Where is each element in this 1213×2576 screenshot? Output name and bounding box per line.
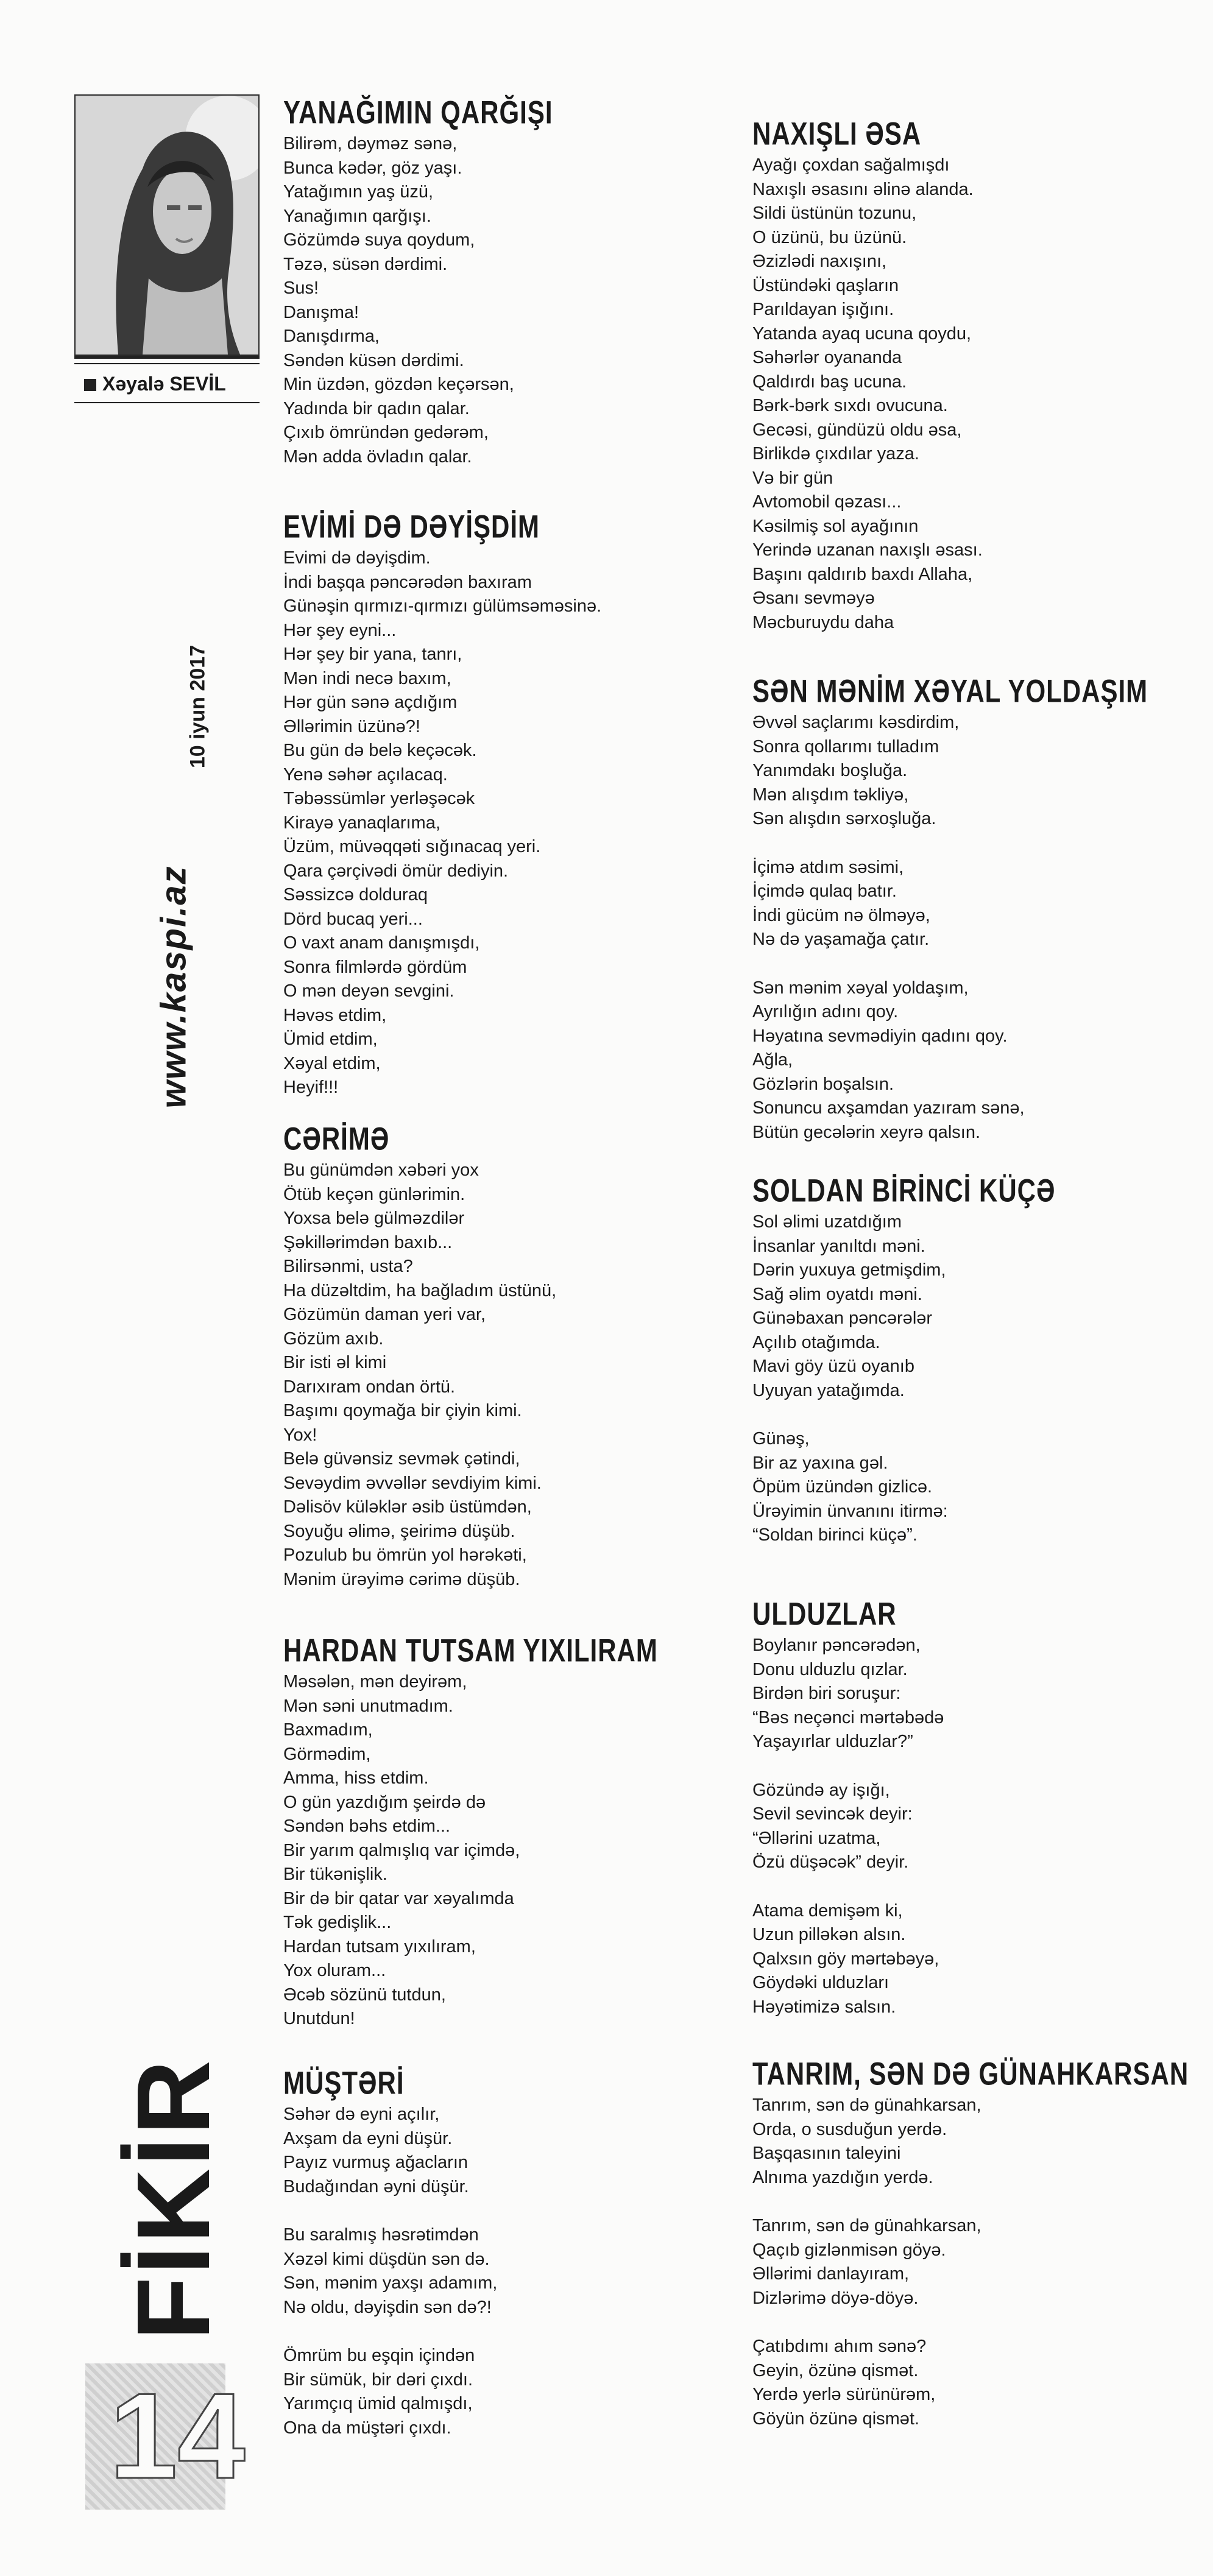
poem-line: Bu saralmış həsrətimdən [283, 2225, 479, 2245]
poem-line: Geyin, özünə qismət. [752, 2360, 919, 2380]
poem-line: Səndən bəhs etdim... [283, 1816, 451, 1836]
poem-stanza [283, 1670, 661, 2031]
poem-line: Açılıb otağımda. [752, 1332, 880, 1352]
poem-stanza [752, 856, 1179, 952]
poem-line: Mən adda övladın qalar. [283, 446, 472, 467]
poem-line: Ömrüm bu eşqin içindən [283, 2346, 475, 2365]
poem-line: Səssizcə dolduraq [283, 885, 428, 905]
poem-line: Boylanır pəncərədən, [752, 1636, 921, 1655]
poem-line: Birlikdə çıxdılar yaza. [752, 444, 919, 464]
poem-line: Bütün gecələrin xeyrə qalsın. [752, 1122, 980, 1142]
poem-line: Mən səni unutmadım. [283, 1696, 453, 1716]
poem-line: Səhər də eyni açılır, [283, 2105, 440, 2124]
poem-stanza [752, 1427, 1179, 1548]
poem-line: Qaldırdı baş ucuna. [752, 372, 907, 392]
website-link[interactable]: www.kaspi.az [154, 865, 194, 1109]
poem-stanza [283, 2103, 661, 2199]
author-name [84, 373, 226, 395]
website[interactable] [146, 847, 201, 1127]
poem-line: Gözlərin boşalsın. [752, 1074, 894, 1094]
poem-line: Sonuncu axşamdan yazıram sənə, [752, 1098, 1025, 1118]
bullet-square-icon [84, 379, 96, 391]
poem [752, 1596, 1179, 2044]
poem-line: Kirayə yanaqlarıma, [283, 813, 440, 833]
poem-stanza [283, 2344, 661, 2440]
poem-line: Unutdun! [283, 2009, 355, 2028]
poem-line: İçimə atdım səsimi, [752, 857, 904, 877]
poem-title: SOLDAN BİRİNCİ KÜÇƏ [752, 1173, 1056, 1209]
poem-line: Həyətimizə salsın. [752, 1997, 896, 2017]
poem-line: İnsanlar yanıltdı məni. [752, 1236, 925, 1256]
poem-line: Axşam da eyni düşür. [283, 2128, 453, 2148]
poem-line: Əcəb sözünü tutdun, [283, 1985, 446, 2005]
poem-line: Ümid etdim, [283, 1029, 378, 1049]
poem-line: Dizlərimə döyə-döyə. [752, 2288, 919, 2308]
poem-line: Üstündəki qaşların [752, 275, 899, 295]
poem-line: “Bəs neçənci mərtəbədə [752, 1707, 944, 1727]
poem-line: Əzizlədi naxışını, [752, 252, 887, 271]
poem-line: Sağ əlim oyatdı məni. [752, 1284, 922, 1304]
poem-stanza [752, 976, 1179, 1145]
poem-title: CƏRİMƏ [283, 1121, 390, 1157]
page-number: 14 [110, 2368, 246, 2504]
poem-line: “Soldan birinci küçə”. [752, 1525, 918, 1545]
poem-line: Belə güvənsiz sevmək çətindi, [283, 1449, 520, 1469]
poem-line: İçimdə qulaq batır. [752, 881, 897, 901]
poem-line: Yadında bir qadın qalar. [283, 398, 470, 418]
poem-line: Çıxıb ömründən gedərəm, [283, 423, 489, 442]
poem-title: EVİMİ DƏ DƏYİŞDİM [283, 509, 540, 545]
poem [752, 1173, 1179, 1572]
poem-line: Bərk-bərk sıxdı ovucuna. [752, 396, 948, 415]
poem-line: Avtomobil qəzası... [752, 492, 902, 512]
poem-line: Hardan tutsam yıxılıram, [283, 1936, 476, 1957]
poem-line: Qaçıb gizlənmisən göyə. [752, 2240, 946, 2260]
poem-line: Donu ulduzlu qızlar. [752, 1659, 908, 1679]
poem-line: Gözüm axıb. [283, 1329, 384, 1349]
poem-line: Qalxsın göy mərtəbəyə, [752, 1949, 939, 1969]
poem-line: Təzə, süsən dərdimi. [283, 254, 448, 274]
poem-line: Sus! [283, 278, 319, 298]
poem-line: Qara çərçivədi ömür dediyin. [283, 861, 509, 881]
poem-line: O vaxt anam danışmışdı, [283, 933, 480, 953]
poem-line: Nə də yaşamağa çatır. [752, 930, 930, 949]
poem-title: HARDAN TUTSAM YIXILIRAM [283, 1632, 658, 1668]
poem-line: “Əllərini uzatma, [752, 1828, 881, 1848]
poem-line: Bunca kədər, göz yaşı. [283, 158, 462, 178]
poem-line: Əvvəl saçlarımı kəsdirdim, [752, 713, 960, 732]
poem-line: Yarımçıq ümid qalmışdı, [283, 2394, 473, 2413]
poem-line: Ağla, [752, 1050, 793, 1070]
author-name-text: Xəyalə SEVİL [102, 373, 226, 395]
poem [283, 509, 661, 1124]
poem-line: Hər gün sənə açdığım [283, 693, 458, 712]
poem-line: Mən alışdım təkliyə, [752, 785, 909, 805]
poem-line: Ayağı çoxdan sağalmışdı [752, 155, 950, 175]
poem-line: Sonra filmlərdə gördüm [283, 957, 467, 977]
poem-line: Bir tükənişlik. [283, 1865, 387, 1884]
poem-stanza [752, 1899, 1179, 2020]
poem-line: Soyuğu əlimə, şeirimə düşüb. [283, 1521, 515, 1541]
poem-line: Yanımdakı boşluğa. [752, 761, 908, 780]
poem-line: Darıxıram ondan örtü. [283, 1377, 456, 1397]
author-rule-bottom [74, 402, 260, 403]
poem-line: Dəlisöv küləklər əsib üstümdən, [283, 1497, 532, 1517]
poem-line: Başımı qoymağa bir çiyin kimi. [283, 1401, 522, 1420]
poem-stanza [283, 546, 661, 1100]
poem-line: Səhərlər oyananda [752, 348, 902, 367]
poem-title: ULDUZLAR [752, 1596, 897, 1632]
poem-line: Min üzdən, gözdən keçərsən, [283, 375, 514, 394]
poem-line: Sonra qollarımı tulladım [752, 736, 939, 757]
poem-stanza [752, 1210, 1179, 1403]
poem-line: Dörd bucaq yeri... [283, 909, 423, 929]
poem-line: Pozulub bu ömrün yol hərəkəti, [283, 1545, 527, 1565]
poem-line: Üzüm, müvəqqəti sığınacaq yeri. [283, 837, 541, 856]
poem-line: Ona da müştəri çıxdı. [283, 2418, 451, 2438]
poem-stanza [283, 2223, 661, 2320]
poem-line: Danışma! [283, 302, 359, 322]
poem-line: Dərin yuxuya getmişdim, [752, 1260, 946, 1280]
poem-line: Yenə səhər açılacaq. [283, 764, 448, 785]
poem-line: Sən, mənim yaxşı adamım, [283, 2273, 498, 2293]
poem-line: Bu günümdən xəbəri yox [283, 1160, 479, 1180]
poem-line: Yatağımın yaş üzü, [283, 182, 434, 202]
poem [752, 2056, 1189, 2455]
issue-date [180, 621, 216, 792]
poem-line: Məcburuydu daha [752, 612, 894, 632]
poem-title: SƏN MƏNİM XƏYAL YOLDAŞIM [752, 673, 1148, 709]
poem-line: Günəbaxan pəncərələr [752, 1308, 933, 1328]
poem-line: Yatanda ayaq ucuna qoydu, [752, 323, 972, 344]
poem-stanza [283, 132, 661, 469]
poem-line: Təbəssümlər yerləşəcək [283, 789, 475, 808]
poem [752, 673, 1179, 1169]
poem [752, 116, 1179, 659]
poem-line: Mavi göy üzü oyanıb [752, 1357, 914, 1376]
poem-line: Xəyal etdim, [283, 1053, 381, 1073]
poem-stanza [752, 154, 1179, 635]
section-label [116, 2010, 232, 2388]
poem-line: Bir isti əl kimi [283, 1353, 387, 1372]
poem-line: Sən mənim xəyal yoldaşım, [752, 978, 969, 998]
poem-line: Ayrılığın adını qoy. [752, 1002, 899, 1022]
poem-line: Nə oldu, dəyişdin sən də?! [283, 2297, 492, 2317]
poem-line: Gözündə ay işığı, [752, 1780, 890, 1800]
poem-line: Bir sümük, bir dəri çıxdı. [283, 2370, 473, 2390]
poem [283, 2065, 661, 2465]
poem-line: Xəzəl kimi düşdün sən də. [283, 2249, 490, 2269]
poem-line: Bir az yaxına gəl. [752, 1453, 888, 1473]
poem-stanza [752, 1779, 1179, 1875]
poem [283, 1632, 661, 2056]
poem-line: Sol əlimi uzatdığım [752, 1212, 902, 1232]
poem-line: Budağından əyni düşür. [283, 2176, 469, 2197]
poem-line: Çatıbdımı ahım sənə? [752, 2337, 927, 2356]
poem [283, 94, 661, 493]
poem-stanza [752, 2214, 1179, 2310]
author-rule-top [74, 356, 260, 359]
poem-line: Görmədim, [283, 1744, 371, 1764]
poem-line: Günəş, [752, 1429, 810, 1449]
poem-line: Amma, hiss etdim. [283, 1768, 429, 1788]
poem-line: Bir yarım qalmışlıq var içimdə, [283, 1840, 520, 1860]
poem-line: Ürəyimin ünvanını itirmə: [752, 1501, 948, 1521]
poem-line: Günəşin qırmızı-qırmızı gülümsəməsinə. [283, 596, 602, 616]
poem-title: NAXIŞLI ƏSA [752, 116, 922, 152]
poem-line: Sildi üstünün tozunu, [752, 203, 917, 223]
poem-line: Başqasının taleyini [752, 2144, 901, 2163]
poem-line: Mən indi necə baxım, [283, 668, 451, 688]
poem-line: Parıldayan işığını. [752, 300, 894, 319]
poem-line: Əllərimin üzünə?! [283, 716, 420, 736]
poem-line: Həvəs etdim, [283, 1005, 387, 1025]
poem-line: Alnıma yazdığın yerdə. [752, 2167, 933, 2187]
poem-line: Bu gün də belə keçəcək. [283, 741, 477, 760]
poem-line: Yanağımın qarğışı. [283, 206, 431, 226]
poem-line: İndi gücüm nə ölməyə, [752, 905, 930, 925]
poem-line: Payız vurmuş ağacların [283, 2153, 469, 2172]
poem-line: Naxışlı əsasını əlinə alanda. [752, 179, 974, 199]
poem-title: MÜŞTƏRİ [283, 2065, 405, 2101]
poem [283, 1121, 661, 1616]
poem-stanza [283, 1159, 661, 1592]
poem-line: Hər şey eyni... [283, 620, 397, 640]
poem-line: Mənim ürəyimə cərimə düşüb. [283, 1569, 520, 1589]
issue-date-text: 10 iyun 2017 [186, 644, 210, 769]
poem-line: Birdən biri soruşur: [752, 1684, 901, 1703]
poem-line: Göydəki ulduzları [752, 1973, 889, 1992]
poem-stanza [752, 2094, 1179, 2190]
poem-line: Tək gedişlik... [283, 1913, 392, 1932]
poem-title: YANAĞIMIN QARĞIŞI [283, 94, 553, 130]
poem-line: Ha düzəltdim, ha bağladım üstünü, [283, 1280, 557, 1300]
author-portrait [74, 94, 260, 356]
portrait-photo-icon [76, 96, 258, 355]
poem-line: Danışdırma, [283, 326, 380, 346]
poem-line: Ötüb keçən günlərimin. [283, 1184, 465, 1204]
poem-line: Sevəydim əvvəllər sevdiyim kimi. [283, 1473, 542, 1493]
poem-line: Sevil sevincək deyir: [752, 1804, 913, 1824]
poem-line: Tanrım, sən də günahkarsan, [752, 2095, 981, 2115]
poem-line: Atama demişəm ki, [752, 1900, 903, 1921]
poem-line: Uzun pilləkən alsın. [752, 1925, 906, 1944]
section-label-text: FİKİR [116, 2058, 232, 2340]
poem-stanza [752, 2335, 1179, 2431]
poem-line: Öpüm üzündən gizlicə. [752, 1477, 932, 1497]
poem-line: Özü düşəcək” deyir. [752, 1852, 909, 1872]
poem-line: Başını qaldırıb baxdı Allaha, [752, 564, 973, 584]
poem-line: Gözümdə suya qoydum, [283, 230, 475, 250]
poem-line: Baxmadım, [283, 1720, 373, 1740]
poem-line: Şəkillərimdən baxıb... [283, 1232, 453, 1252]
poem-line: Bir də bir qatar var xəyalımda [283, 1888, 514, 1908]
poem-line: Həyatına sevmədiyin qadını qoy. [752, 1026, 1008, 1046]
poem-line: Yerində uzanan naxışlı əsası. [752, 540, 983, 560]
poem-line: Gözümün daman yeri var, [283, 1305, 486, 1324]
poem-line: O gün yazdığım şeirdə də [283, 1792, 486, 1812]
poem-line: Evimi də dəyişdim. [283, 548, 431, 568]
poem-line: Yaşayırlar ulduzlar?” [752, 1732, 913, 1751]
poem-line: Gecəsi, gündüzü oldu əsa, [752, 420, 962, 440]
poem-line: Məsələn, mən deyirəm, [283, 1672, 467, 1692]
poem-line: Yoxsa belə gülməzdilər [283, 1209, 465, 1228]
poem-line: Göyün özünə qismət. [752, 2408, 920, 2429]
poem-line: Tanrım, sən də günahkarsan, [752, 2216, 981, 2235]
poem-line: Yerdə yerlə sürünürəm, [752, 2385, 936, 2404]
poem-stanza [752, 711, 1179, 831]
poem-line: O üzünü, bu üzünü. [752, 227, 907, 247]
poem-line: Və bir gün [752, 468, 833, 488]
poem-line: Əsanı sevməyə [752, 588, 875, 608]
poem-line: Əllərimi danlayıram, [752, 2264, 910, 2284]
author-rule-middle [74, 363, 260, 364]
poem-title: TANRIM, SƏN DƏ GÜNAHKARSAN [752, 2056, 1189, 2092]
poem-line: Heyif!!! [283, 1078, 339, 1097]
poem-stanza [752, 1634, 1179, 1754]
poem-line: Bilirsənmi, usta? [283, 1257, 413, 1276]
poem-line: Hər şey bir yana, tanrı, [283, 644, 462, 664]
poem-line: Yox oluram... [283, 1961, 386, 1980]
poem-line: Uyuyan yatağımda. [752, 1380, 905, 1400]
sidebar [0, 0, 268, 2576]
poem-line: O mən deyən sevgini. [283, 981, 454, 1001]
poem-line: Bilirəm, dəyməz sənə, [283, 134, 458, 154]
poem-line: Orda, o susduğun yerdə. [752, 2119, 947, 2139]
poem-line: Səndən küsən dərdimi. [283, 350, 464, 370]
poem-line: Kəsilmiş sol ayağının [752, 516, 919, 536]
poem-line: Yox! [283, 1425, 317, 1445]
poem-line: İndi başqa pəncərədən baxıram [283, 572, 532, 592]
poem-line: Sən alışdın sərxoşluğa. [752, 809, 936, 828]
